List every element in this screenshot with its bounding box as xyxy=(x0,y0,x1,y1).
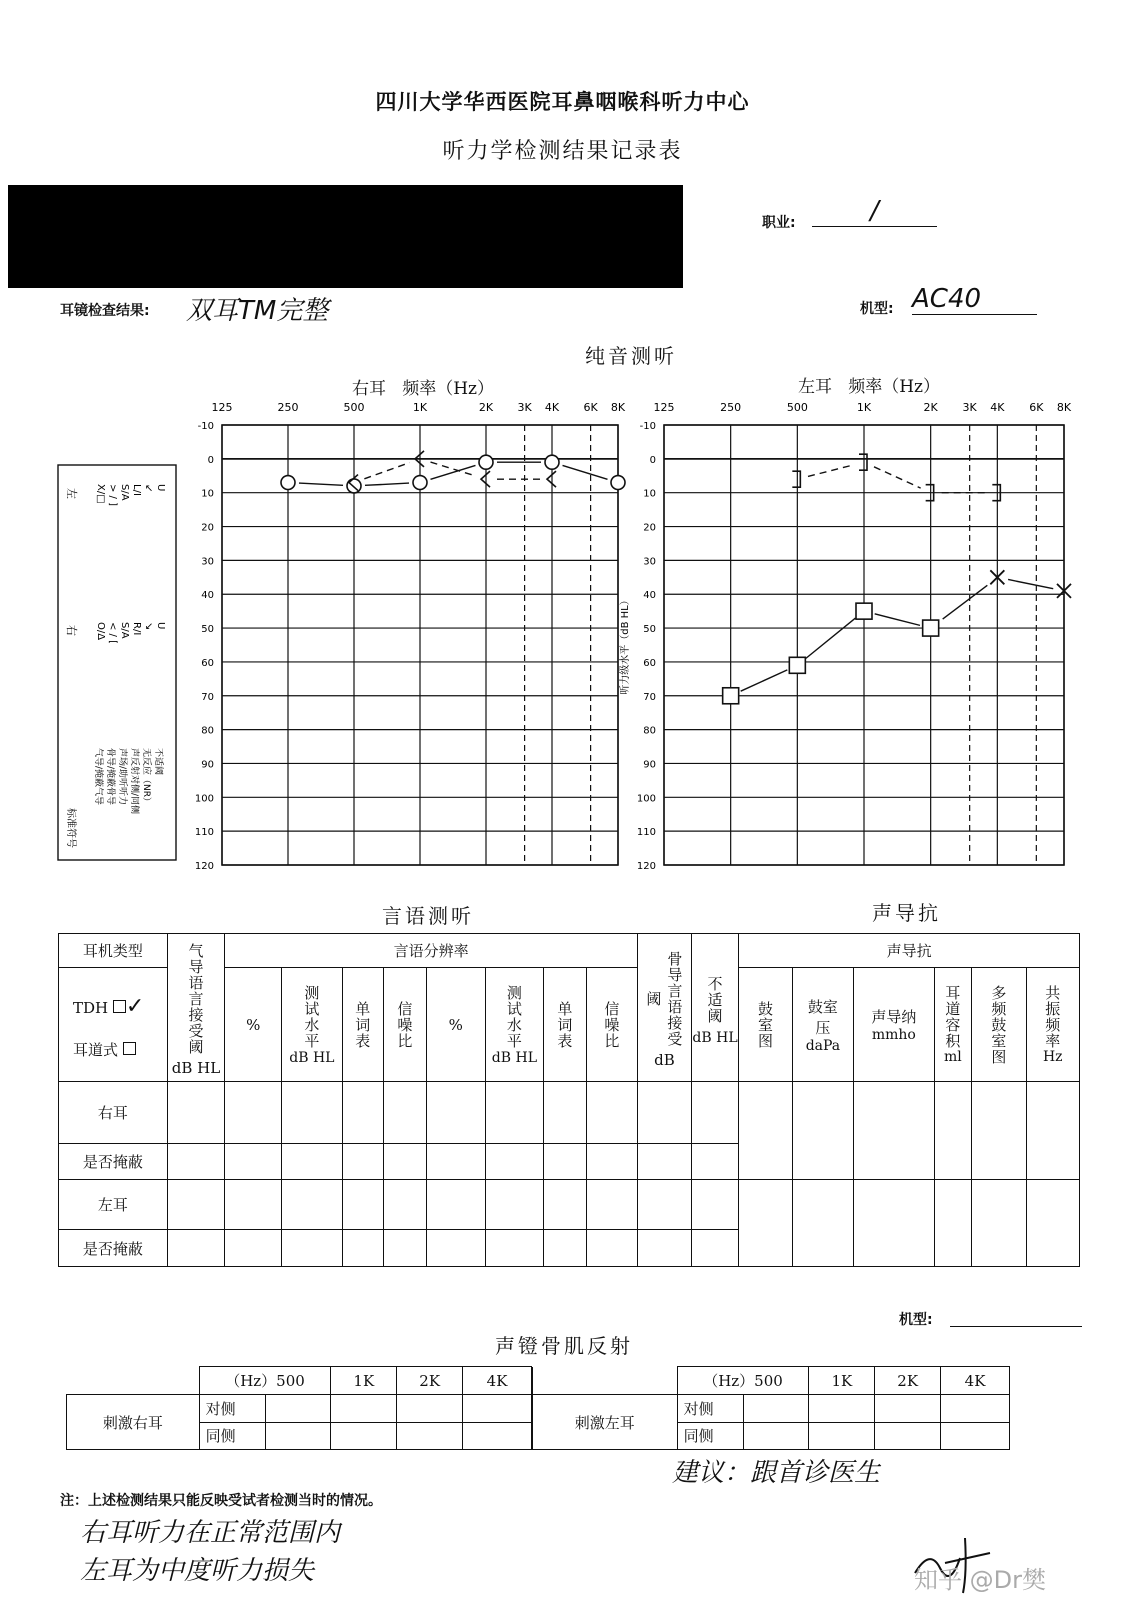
reflex-r-freq-500: （Hz）500 xyxy=(199,1367,331,1395)
cell[interactable] xyxy=(586,1180,637,1230)
cell[interactable] xyxy=(586,1082,637,1144)
disclaimer-note: 注：上述检测结果只能反映受试者检测当时的情况。 xyxy=(60,1493,382,1509)
db-tick-label: 120 xyxy=(194,861,214,872)
cell[interactable] xyxy=(225,1144,282,1180)
db-tick-label: -10 xyxy=(197,421,214,432)
series-line xyxy=(1008,579,1053,588)
cell[interactable] xyxy=(544,1082,587,1144)
cell[interactable] xyxy=(342,1082,384,1144)
diagnosis-line-2: 左耳为中度听力损失 xyxy=(80,1556,315,1586)
db-tick-label: 80 xyxy=(201,725,214,737)
row-right-masked: 是否掩蔽 xyxy=(59,1144,168,1180)
cell[interactable] xyxy=(809,1422,875,1449)
db-tick-label: 50 xyxy=(643,624,656,636)
reflex-r-freq-2k: 2K xyxy=(397,1367,463,1395)
db-tick-label: 70 xyxy=(643,691,656,703)
legend-right-symbol: O/Δ xyxy=(95,622,106,641)
ipsi-label-l: 同侧 xyxy=(677,1422,743,1449)
y-axis-title: 听力级水平（dB HL） xyxy=(620,595,631,695)
cell[interactable] xyxy=(463,1395,532,1422)
cell[interactable] xyxy=(854,1180,934,1267)
db-tick-label: 90 xyxy=(201,759,214,771)
freq-tick-label: 250 xyxy=(720,401,742,414)
cell[interactable] xyxy=(638,1082,692,1144)
series-line xyxy=(364,463,409,479)
cell[interactable] xyxy=(792,1082,854,1180)
cell[interactable] xyxy=(854,1082,934,1180)
pct-header-1: % xyxy=(225,968,282,1082)
cell[interactable] xyxy=(426,1230,485,1267)
cell[interactable] xyxy=(167,1180,224,1230)
series-line xyxy=(943,585,988,619)
db-tick-label: 80 xyxy=(643,725,656,737)
freq-tick-label: 125 xyxy=(653,401,675,414)
freq-tick-label: 500 xyxy=(786,401,808,414)
occupation-value: / xyxy=(812,196,937,227)
db-tick-label: 100 xyxy=(194,793,214,805)
test-level-header-1: 测试水平 dB HL xyxy=(282,968,342,1082)
db-tick-label: 60 xyxy=(643,657,656,669)
snr-header-2: 信噪比 xyxy=(586,968,637,1082)
legend-frame xyxy=(58,465,176,860)
legend-left-symbol: > / ] xyxy=(107,484,118,507)
series-line xyxy=(806,618,856,658)
cell[interactable] xyxy=(426,1180,485,1230)
reflex-l-freq-4k: 4K xyxy=(941,1367,1010,1395)
wrs-header: 言语分辨率 xyxy=(225,934,638,968)
cell[interactable] xyxy=(463,1422,532,1449)
cell[interactable] xyxy=(586,1230,637,1267)
legend-left-symbol: L/I xyxy=(131,484,142,496)
cell[interactable] xyxy=(638,1230,692,1267)
tdh-label: TDH xyxy=(73,998,109,1017)
row-right-ear: 右耳 xyxy=(59,1082,168,1144)
cell[interactable] xyxy=(397,1422,463,1449)
freq-tick-label: 3K xyxy=(517,401,532,414)
data-point xyxy=(789,657,805,673)
contra-label-l: 对侧 xyxy=(677,1395,743,1422)
cell[interactable] xyxy=(265,1422,331,1449)
freq-tick-label: 125 xyxy=(211,401,233,414)
cell[interactable] xyxy=(691,1144,738,1180)
reflex-l-freq-2k: 2K xyxy=(875,1367,941,1395)
db-tick-label: 20 xyxy=(643,522,656,534)
freq-tick-label: 6K xyxy=(583,401,598,414)
cell[interactable] xyxy=(225,1082,282,1144)
cell[interactable] xyxy=(1026,1082,1079,1180)
cell[interactable] xyxy=(739,1180,792,1267)
db-tick-label: 50 xyxy=(201,624,214,636)
legend-row: 骨导/掩蔽骨导 xyxy=(105,748,115,806)
cell[interactable] xyxy=(941,1395,1010,1422)
reflex-right-table xyxy=(66,1366,532,1450)
db-tick-label: 120 xyxy=(636,861,656,872)
word-list-header-1: 单词表 xyxy=(342,968,384,1082)
db-tick-label: 10 xyxy=(643,488,656,500)
pressure-header: 鼓室压 daPa xyxy=(792,968,854,1082)
ac-srt-header: 气导语言接受阈 dB HL xyxy=(167,934,224,1082)
db-tick-label: 40 xyxy=(643,590,656,602)
cell[interactable] xyxy=(282,1180,342,1230)
cell[interactable] xyxy=(282,1230,342,1267)
cell[interactable] xyxy=(934,1082,972,1180)
legend-left-symbol: U xyxy=(155,484,166,492)
freq-tick-label: 4K xyxy=(544,401,560,414)
earphone-options: TDH ✓ 耳道式 xyxy=(59,968,168,1082)
cell[interactable] xyxy=(225,1230,282,1267)
freq-tick-label: 1K xyxy=(412,401,428,414)
db-tick-label: 60 xyxy=(201,657,214,669)
otoscopy-label: 耳镜检查结果: xyxy=(60,303,150,319)
freq-tick-label: 4K xyxy=(990,401,1005,414)
db-tick-label: 90 xyxy=(643,759,656,771)
pct-header-2: % xyxy=(426,968,485,1082)
db-tick-label: 110 xyxy=(194,827,214,839)
legend-row: 声反射对侧/同侧 xyxy=(129,748,139,815)
legend-right-symbol: < / [ xyxy=(107,622,118,645)
legend-left-symbol: X/□ xyxy=(95,484,106,504)
cell[interactable] xyxy=(743,1422,809,1449)
stim-left-label: 刺激左耳 xyxy=(533,1395,678,1450)
cell[interactable] xyxy=(167,1082,224,1144)
symbol-legend xyxy=(58,465,176,860)
cell[interactable] xyxy=(972,1180,1026,1267)
series-line xyxy=(365,483,409,485)
legend-caption: 标准符号 xyxy=(65,808,76,848)
legend-left-header: 左 xyxy=(65,488,78,499)
resonance-header: 共振频率 Hz xyxy=(1026,968,1079,1082)
freq-tick-label: 2K xyxy=(478,401,494,414)
reflex-left-table xyxy=(532,1366,1010,1450)
cell[interactable] xyxy=(739,1082,792,1180)
data-point xyxy=(923,620,939,636)
legend-right-symbol: ↘ xyxy=(143,622,154,631)
pure-tone-title: 纯音测听 xyxy=(585,344,677,368)
cell[interactable] xyxy=(265,1395,331,1422)
insert-label: 耳道式 xyxy=(73,1040,119,1059)
snr-header-1: 信噪比 xyxy=(384,968,427,1082)
reflex-l-freq-500: （Hz）500 xyxy=(677,1367,809,1395)
data-point xyxy=(479,455,493,469)
data-point xyxy=(792,471,800,487)
db-tick-label: 0 xyxy=(649,454,656,466)
data-point xyxy=(723,688,739,704)
test-level-header-2: 测试水平 dB HL xyxy=(485,968,543,1082)
reflex-machine-label: 机型: xyxy=(899,1312,933,1328)
freq-tick-label: 6K xyxy=(1029,401,1044,414)
data-point xyxy=(545,455,559,469)
data-point xyxy=(611,476,625,490)
data-point xyxy=(413,476,427,490)
cell[interactable] xyxy=(384,1230,427,1267)
cell[interactable] xyxy=(485,1180,543,1230)
diagnosis-line-1: 右耳听力在正常范围内 xyxy=(80,1518,341,1548)
db-tick-label: 100 xyxy=(636,793,656,805)
data-point xyxy=(859,454,867,470)
cell[interactable] xyxy=(544,1144,587,1180)
contra-label-r: 对侧 xyxy=(199,1395,265,1422)
insert-checkbox[interactable] xyxy=(123,1042,136,1055)
cell[interactable] xyxy=(1026,1180,1079,1267)
legend-right-symbol: R/I xyxy=(131,622,142,636)
cell[interactable] xyxy=(941,1422,1010,1449)
db-tick-label: 110 xyxy=(636,827,656,839)
legend-right-header: 右 xyxy=(65,625,78,636)
series-line xyxy=(563,465,608,479)
cell[interactable] xyxy=(331,1395,397,1422)
series-line xyxy=(874,467,921,488)
legend-left-symbol: ↙ xyxy=(143,484,154,493)
series-line xyxy=(431,465,476,479)
cell[interactable] xyxy=(792,1180,854,1267)
cell[interactable] xyxy=(544,1230,587,1267)
ipsi-label-r: 同侧 xyxy=(199,1422,265,1449)
cell[interactable] xyxy=(384,1082,427,1144)
multifreq-tymp-header: 多频鼓室图 xyxy=(972,968,1026,1082)
db-tick-label: 10 xyxy=(201,488,214,500)
cell[interactable] xyxy=(342,1230,384,1267)
series-line xyxy=(741,670,788,691)
machine-label: 机型: xyxy=(860,301,894,317)
cell[interactable] xyxy=(691,1230,738,1267)
admittance-header: 声导纳 mmho xyxy=(854,968,934,1082)
right-ear-title: 右耳 频率（Hz） xyxy=(352,379,494,399)
freq-tick-label: 8K xyxy=(610,401,626,414)
watermark: 知乎 @Dr樊 xyxy=(914,1566,1046,1594)
cell[interactable] xyxy=(638,1144,692,1180)
cell[interactable] xyxy=(875,1422,941,1449)
suggestion-note: 建议：跟首诊医生 xyxy=(672,1458,881,1488)
series-line xyxy=(299,483,343,485)
cell[interactable] xyxy=(426,1082,485,1144)
data-point xyxy=(281,476,295,490)
reflex-title: 声镫骨肌反射 xyxy=(495,1334,633,1358)
db-tick-label: -10 xyxy=(639,421,656,432)
freq-tick-label: 250 xyxy=(277,401,299,414)
form-title: 听力学检测结果记录表 xyxy=(442,139,683,164)
cell[interactable] xyxy=(691,1180,738,1230)
right-ear-audiogram xyxy=(195,401,626,872)
hospital-name: 四川大学华西医院耳鼻咽喉科听力中心 xyxy=(375,89,750,114)
cell[interactable] xyxy=(225,1180,282,1230)
db-tick-label: 30 xyxy=(201,556,214,568)
db-tick-label: 70 xyxy=(201,691,214,703)
cell[interactable] xyxy=(875,1395,941,1422)
cell[interactable] xyxy=(934,1180,972,1267)
ear-volume-header: 耳道容积 ml xyxy=(934,968,972,1082)
cell[interactable] xyxy=(485,1082,543,1144)
immittance-title: 声导抗 xyxy=(872,901,941,925)
otoscopy-value: 双耳TM完整 xyxy=(186,296,329,326)
occupation-label: 职业: xyxy=(762,215,796,231)
reflex-machine-line[interactable] xyxy=(950,1304,1082,1327)
db-tick-label: 40 xyxy=(201,590,214,602)
cell[interactable] xyxy=(691,1082,738,1144)
cell[interactable] xyxy=(397,1395,463,1422)
series-line xyxy=(875,614,920,626)
cell[interactable] xyxy=(809,1395,875,1422)
stim-right-label: 刺激右耳 xyxy=(67,1395,200,1450)
cell[interactable] xyxy=(384,1144,427,1180)
cell[interactable] xyxy=(743,1395,809,1422)
series-line xyxy=(431,462,476,476)
cell[interactable] xyxy=(282,1144,342,1180)
freq-tick-label: 500 xyxy=(343,401,365,414)
cell[interactable] xyxy=(167,1144,224,1180)
db-tick-label: 0 xyxy=(207,454,214,466)
db-tick-label: 30 xyxy=(643,556,656,568)
freq-tick-label: 8K xyxy=(1056,401,1072,414)
immittance-group-header: 声导抗 xyxy=(739,934,1080,968)
reflex-r-freq-1k: 1K xyxy=(331,1367,397,1395)
freq-tick-label: 2K xyxy=(923,401,938,414)
reflex-r-freq-4k: 4K xyxy=(463,1367,532,1395)
cell[interactable] xyxy=(282,1082,342,1144)
db-tick-label: 20 xyxy=(201,522,214,534)
legend-row: 气导/掩蔽气导 xyxy=(93,748,103,806)
machine-value: AC40 xyxy=(912,284,1037,315)
cell[interactable] xyxy=(638,1180,692,1230)
bc-srt-header: 骨导言语接受阈 dB xyxy=(638,934,692,1082)
legend-row: 声场/助听听力 xyxy=(117,748,127,806)
legend-row: 不适阈 xyxy=(153,748,163,776)
cell[interactable] xyxy=(972,1082,1026,1180)
reflex-l-freq-1k: 1K xyxy=(809,1367,875,1395)
legend-left-symbol: S/A xyxy=(119,484,130,501)
earphone-type-header: 耳机类型 xyxy=(59,934,168,968)
row-left-masked: 是否掩蔽 xyxy=(59,1230,168,1267)
freq-tick-label: 3K xyxy=(962,401,977,414)
ucl-header: 不适阈 dB HL xyxy=(691,934,738,1082)
left-ear-title: 左耳 频率（Hz） xyxy=(798,377,940,397)
cell[interactable] xyxy=(331,1422,397,1449)
row-left-ear: 左耳 xyxy=(59,1180,168,1230)
left-ear-audiogram xyxy=(618,401,1072,872)
cell[interactable] xyxy=(586,1144,637,1180)
legend-right-symbol: U xyxy=(155,622,166,630)
cell[interactable] xyxy=(485,1144,543,1180)
cell[interactable] xyxy=(342,1144,384,1180)
speech-title: 言语测听 xyxy=(382,904,474,928)
freq-tick-label: 1K xyxy=(856,401,872,414)
legend-row: 无反应（NR） xyxy=(141,748,151,806)
cell[interactable] xyxy=(544,1180,587,1230)
tympanogram-header: 鼓室图 xyxy=(739,968,792,1082)
speech-immittance-table xyxy=(58,933,1080,1267)
legend-right-symbol: S/A xyxy=(119,622,130,639)
word-list-header-2: 单词表 xyxy=(544,968,587,1082)
cell[interactable] xyxy=(384,1180,427,1230)
cell[interactable] xyxy=(342,1180,384,1230)
cell[interactable] xyxy=(485,1230,543,1267)
cell[interactable] xyxy=(167,1230,224,1267)
series-line xyxy=(808,465,853,477)
cell[interactable] xyxy=(426,1144,485,1180)
tdh-checkbox[interactable] xyxy=(113,1000,126,1013)
data-point xyxy=(856,603,872,619)
